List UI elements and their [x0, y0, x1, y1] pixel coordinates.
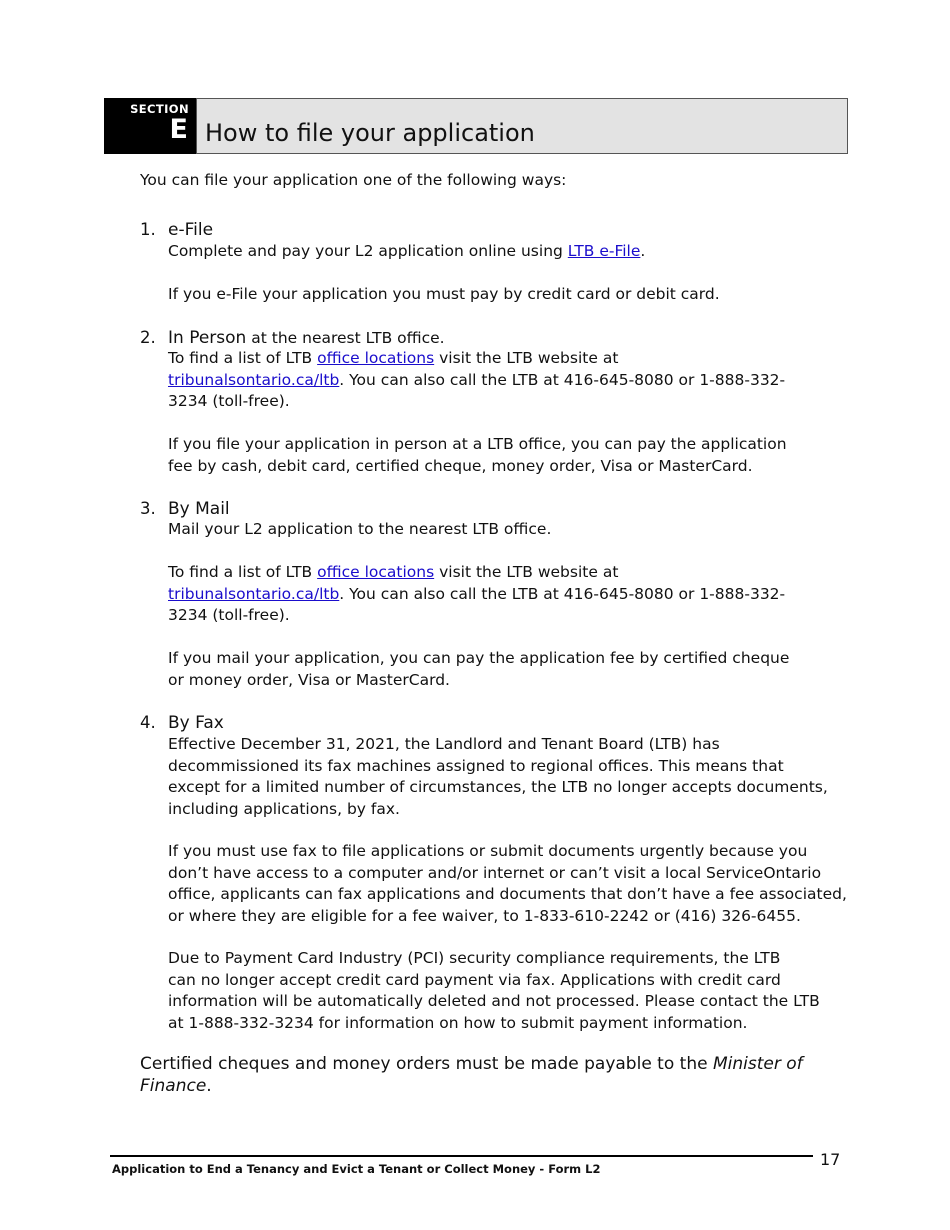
- footer-rule: [110, 1155, 813, 1157]
- toll-free-text: 3234 (toll-free).: [168, 606, 290, 624]
- mail-find-line: [168, 562, 785, 584]
- in-person-pay-line: fee by cash, debit card, certified cheque, money order, Visa or MasterCard.: [168, 456, 753, 475]
- tribunals-ontario-link[interactable]: tribunalsontario.ca/ltb: [168, 584, 340, 603]
- item-heading-efile: e-File: [168, 220, 214, 240]
- in-person-pay-line: If you file your application in person at a LTB office, you can pay the application: [168, 435, 787, 453]
- item-heading-by-fax: By Fax: [168, 713, 224, 733]
- site-text-post: . You can also call the LTB at 416-645-8080 or 1-888-332-: [339, 370, 786, 389]
- find-text-post: visit the LTB website at: [434, 563, 619, 581]
- mail-text: [168, 519, 551, 541]
- item-heading-by-mail: By Mail: [168, 499, 230, 519]
- fax-line: office, applicants can fax applications and documents that don’t have a fee associated,: [168, 885, 847, 903]
- payable-line: [140, 1053, 803, 1075]
- section-title: How to file your application: [205, 119, 535, 147]
- mail-pay-line: or money order, Visa or MasterCard.: [168, 670, 450, 689]
- tribunals-ontario-link[interactable]: tribunalsontario.ca/ltb: [168, 370, 340, 389]
- section-tab: [104, 98, 197, 154]
- in-person-find-line: [168, 348, 785, 370]
- fax-line: information will be automatically deleted and not processed. Please contact the LTB: [168, 992, 820, 1010]
- payable-note: [140, 1053, 803, 1097]
- fax-line: can no longer accept credit card payment via fax. Applications with credit card: [168, 970, 781, 989]
- toll-free-text: 3234 (toll-free).: [168, 392, 290, 410]
- fax-line: at 1-888-332-3234 for information on how to submit payment information.: [168, 1013, 748, 1032]
- efile-paragraph: [168, 241, 645, 263]
- item-heading-in-person: [168, 327, 445, 349]
- fax-line: decommissioned its fax machines assigned to regional offices. This means that: [168, 756, 784, 775]
- fax-paragraph-1: [168, 734, 828, 820]
- fax-paragraph-3: [168, 948, 820, 1034]
- office-locations-link[interactable]: office locations: [317, 563, 435, 581]
- find-text: To find a list of LTB: [168, 349, 318, 367]
- fax-line: Effective December 31, 2021, the Landlord and Tenant Board (LTB) has: [168, 735, 720, 753]
- item-number: 1.: [140, 220, 156, 239]
- in-person-paragraph: [168, 348, 785, 413]
- efile-period: .: [640, 242, 646, 260]
- minister-of-text: Minister of: [712, 1054, 803, 1074]
- mail-pay-line: If you mail your application, you can pay the application fee by certified cheque: [168, 649, 790, 667]
- fax-line: don’t have access to a computer and/or internet or can’t visit a local ServiceOntario: [168, 863, 822, 882]
- fax-line: or where they are eligible for a fee waiver, to 1-833-610-2242 or (416) 326-6455.: [168, 906, 801, 925]
- page-number: 17: [820, 1150, 841, 1169]
- efile-line: [168, 241, 645, 263]
- section-title-box: [196, 98, 848, 154]
- fax-paragraph-2: [168, 841, 847, 927]
- finance-text: Finance: [140, 1076, 207, 1096]
- intro-text: You can file your application one of the following ways:: [140, 171, 567, 189]
- office-locations-link[interactable]: office locations: [317, 349, 435, 367]
- find-text: To find a list of LTB: [168, 563, 318, 581]
- payable-period: .: [206, 1076, 212, 1096]
- section-letter: E: [169, 114, 188, 145]
- in-person-site-line: [168, 370, 785, 392]
- fax-line: If you must use fax to file applications or submit documents urgently because you: [168, 842, 808, 860]
- efile-payment-line: If you e-File your application you must pay by credit card or debit card.: [168, 285, 720, 303]
- item-number: 3.: [140, 499, 156, 518]
- footer-title: Application to End a Tenancy and Evict a Tenant or Collect Money - Form L2: [112, 1162, 601, 1176]
- section-label: SECTION: [130, 102, 189, 116]
- in-person-heading-rest: at the nearest LTB office.: [246, 329, 445, 347]
- fax-line: including applications, by fax.: [168, 799, 400, 818]
- in-person-payment: [168, 434, 787, 477]
- site-text-post: . You can also call the LTB at 416-645-8080 or 1-888-332-: [339, 584, 786, 603]
- mail-find-paragraph: [168, 562, 785, 627]
- efile-text: Complete and pay your L2 application online using: [168, 242, 568, 260]
- section-header: [104, 98, 848, 154]
- fax-line: Due to Payment Card Industry (PCI) security compliance requirements, the LTB: [168, 949, 781, 967]
- ltb-efile-link[interactable]: LTB e-File: [567, 242, 641, 260]
- mail-payment: [168, 648, 789, 691]
- fax-line: except for a limited number of circumstances, the LTB no longer accepts documents,: [168, 778, 828, 796]
- mail-site-line: [168, 584, 785, 606]
- payable-text: Certified cheques and money orders must be made payable to the: [140, 1054, 713, 1074]
- find-text-post: visit the LTB website at: [434, 349, 619, 367]
- mail-line: Mail your L2 application to the nearest LTB office.: [168, 520, 552, 538]
- item-number: 4.: [140, 713, 156, 732]
- item-number: 2.: [140, 328, 156, 347]
- efile-payment-text: [168, 284, 720, 306]
- payable-line-2: [140, 1075, 803, 1097]
- in-person-heading: In Person: [168, 328, 247, 348]
